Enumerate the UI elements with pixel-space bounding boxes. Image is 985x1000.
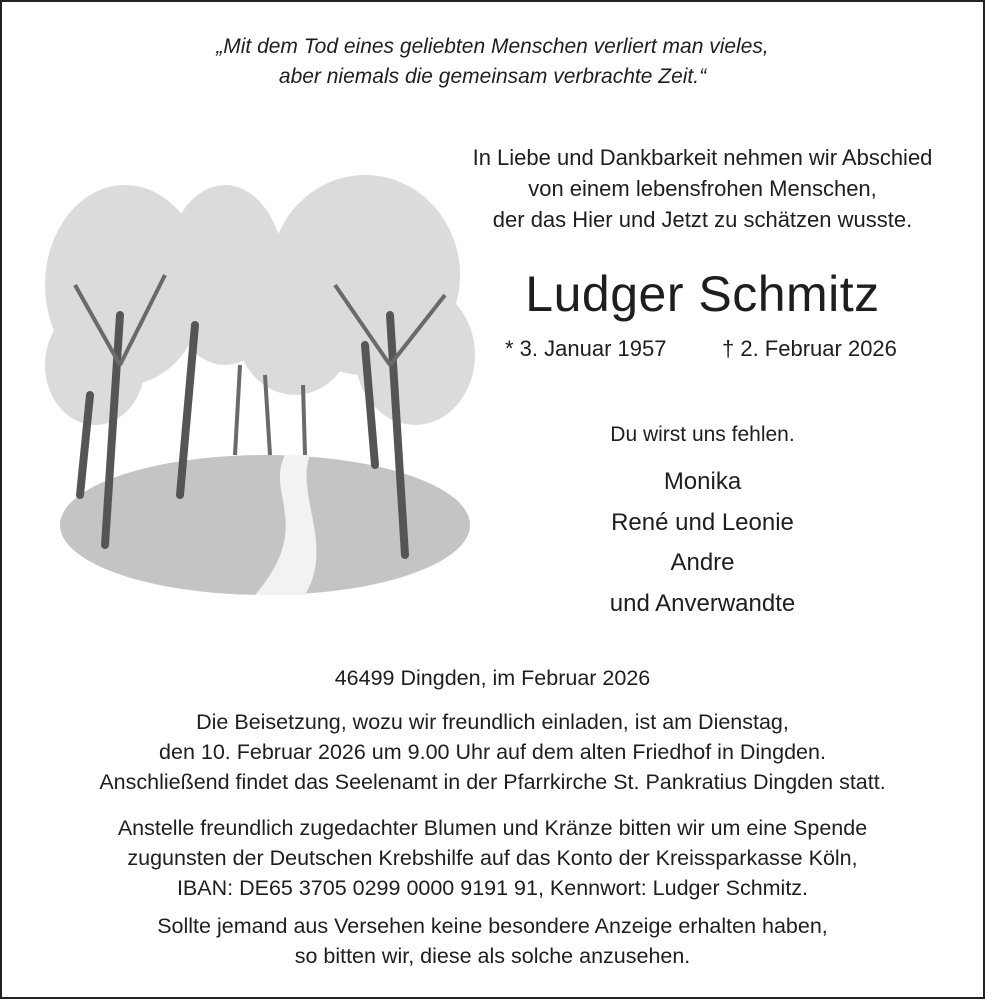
closing-note (0, 911, 985, 971)
family-member: und Anverwandte (609, 589, 796, 617)
family-member: Monika (663, 468, 742, 495)
funeral-line: Die Beisetzung, wozu wir freundlich einladen, ist am Dienstag, (196, 710, 789, 734)
closing-line: Sollte jemand aus Versehen keine besondere Anzeige erhalten haben, (157, 914, 828, 938)
place-date: 46499 Dingden, im Februar 2026 (334, 666, 651, 690)
funeral-line: Anschließend findet das Seelenamt in der Pfarrkirche St. Pankratius Dingden statt. (99, 770, 886, 794)
funeral-line: den 10. Februar 2026 um 9.00 Uhr auf dem alten Friedhof in Dingden. (159, 740, 826, 764)
intro-line: der das Hier und Jetzt zu schätzen wusste. (492, 207, 913, 232)
intro-line: In Liebe und Dankbarkeit nehmen wir Abschied (472, 145, 933, 170)
farewell-text: Du wirst uns fehlen. (610, 423, 795, 446)
intro-line: von einem lebensfrohen Menschen, (528, 176, 877, 201)
family-member: Andre (670, 549, 735, 576)
closing-line: so bitten wir, diese als solche anzusehen. (294, 944, 691, 968)
family-list (440, 462, 965, 624)
quote-line: „Mit dem Tod eines geliebten Menschen verliert man vieles, (216, 35, 769, 58)
quote-line: aber niemals die gemeinsam verbrachte Zeit.“ (278, 65, 707, 88)
donation-line: Anstelle freundlich zugedachter Blumen und Kränze bitten wir um eine Spende (117, 816, 868, 840)
funeral-info (0, 707, 985, 797)
family-member: René und Leonie (611, 508, 794, 536)
intro-text (440, 142, 965, 235)
forest-illustration (35, 165, 485, 605)
donation-line: zugunsten der Deutschen Krebshilfe auf das Konto der Kreissparkasse Köln, (127, 846, 858, 870)
death-date: † 2. Februar 2026 (722, 336, 897, 361)
donation-info (0, 813, 985, 903)
memorial-quote (0, 32, 985, 92)
birth-date: * 3. Januar 1957 (505, 336, 667, 361)
deceased-name: Ludger Schmitz (525, 266, 880, 322)
donation-line: IBAN: DE65 3705 0299 0000 9191 91, Kennwort: Ludger Schmitz. (176, 876, 809, 900)
